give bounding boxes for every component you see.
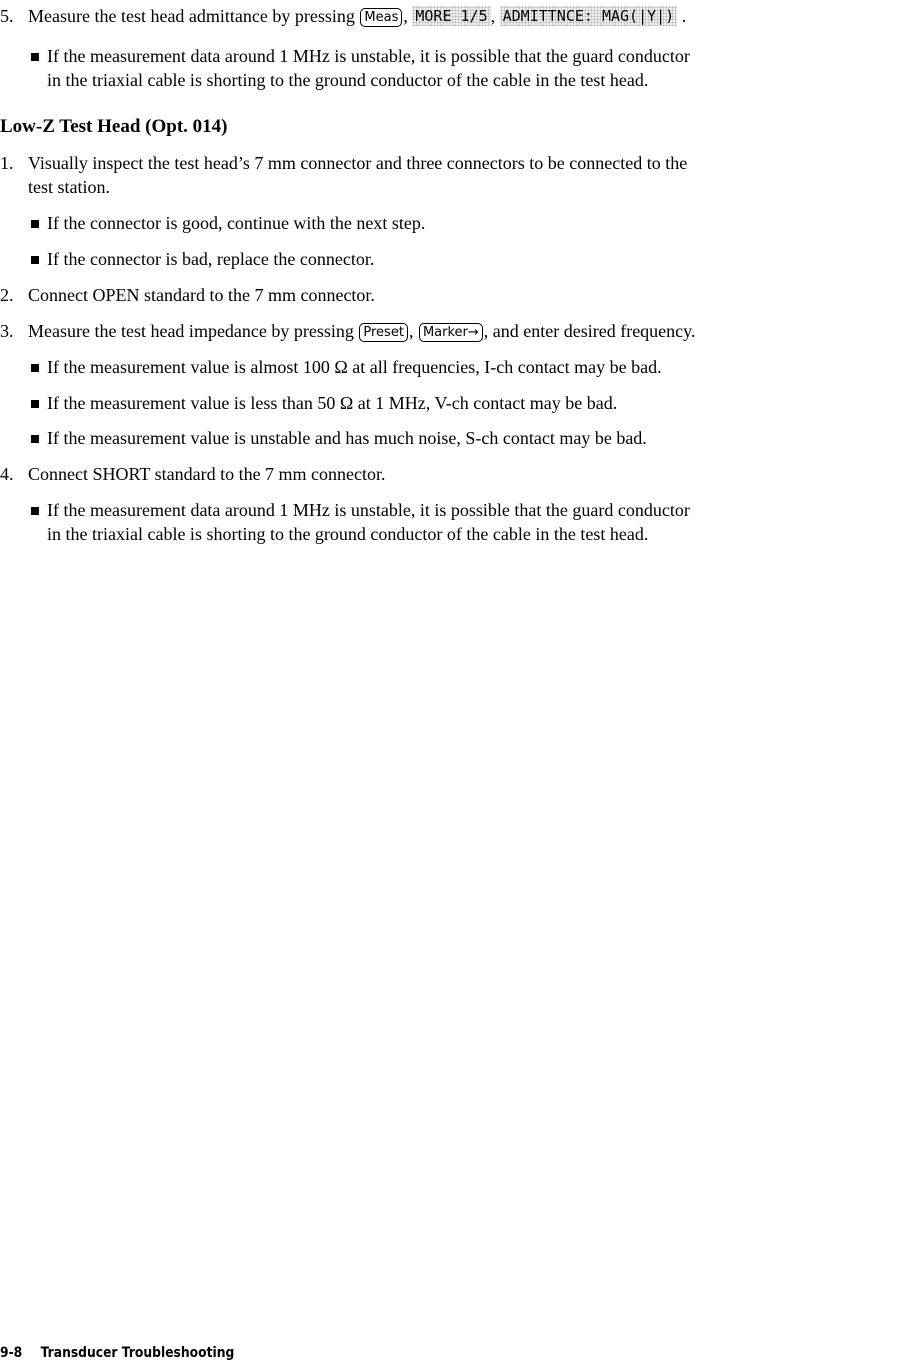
step-number: 2. (0, 285, 14, 305)
step-text-after: , and enter desired frequency. (483, 321, 696, 341)
step-text: Connect SHORT standard to the 7 mm connector. (28, 464, 386, 484)
bullet-text: If the measurement value is less than 50 Ω at 1 MHz, V-ch contact may be bad. (47, 393, 618, 413)
bullet-text: If the measurement value is almost 100 Ω at all frequencies, I-ch contact may be bad. (47, 357, 662, 377)
bullet-text: If the connector is bad, replace the connector. (47, 249, 375, 269)
bullet-icon (31, 435, 39, 443)
bullet-text: in the triaxial cable is shorting to the ground conductor of the cable in the test head. (47, 524, 649, 544)
section-heading: Low-Z Test Head (Opt. 014) (0, 116, 228, 137)
step-number: 3. (0, 321, 14, 341)
step-number: 5. (0, 6, 14, 26)
bullet-text: in the triaxial cable is shorting to the ground conductor of the cable in the test head. (47, 70, 649, 90)
step-number: 1. (0, 153, 14, 173)
step-number: 4. (0, 464, 14, 484)
separator: , (403, 6, 408, 26)
bullet-text: If the measurement value is unstable and has much noise, S-ch contact may be bad. (47, 428, 647, 448)
bullet-icon (31, 364, 39, 372)
bullet-text: If the connector is good, continue with the next step. (47, 213, 426, 233)
admittance-softkey: ADMITTNCE: MAG(|Y|) (500, 6, 678, 26)
meas-key: Meas (360, 8, 402, 27)
chapter-title: Transducer Troubleshooting (40, 1345, 235, 1361)
preset-key: Preset (359, 323, 408, 342)
bullet-text: If the measurement data around 1 MHz is unstable, it is possible that the guard conductor (47, 46, 690, 66)
separator: , (490, 6, 496, 26)
marker-key: Marker→ (419, 323, 483, 342)
sentence-end: . (681, 6, 687, 26)
page-footer (0, 1345, 234, 1361)
more-softkey: MORE 1/5 (412, 6, 490, 26)
bullet-icon (31, 400, 39, 408)
bullet-text: If the measurement data around 1 MHz is unstable, it is possible that the guard conductor (47, 500, 690, 520)
bullet-icon (31, 507, 39, 515)
bullet-icon (31, 53, 39, 61)
separator: , (408, 321, 414, 341)
step-text: Visually inspect the test head’s 7 mm connector and three connectors to be connected to the (28, 153, 688, 173)
bullet-icon (31, 256, 39, 264)
step-text: Connect OPEN standard to the 7 mm connector. (28, 285, 375, 305)
step-text (28, 320, 696, 342)
bullet-icon (31, 220, 39, 228)
page-number: 9-8 (0, 1345, 23, 1361)
step-text: test station. (28, 177, 110, 197)
step-text (28, 5, 686, 27)
step-text-before: Measure the test head admittance by pressing (28, 6, 355, 26)
step-text-before: Measure the test head impedance by pressing (28, 321, 354, 341)
